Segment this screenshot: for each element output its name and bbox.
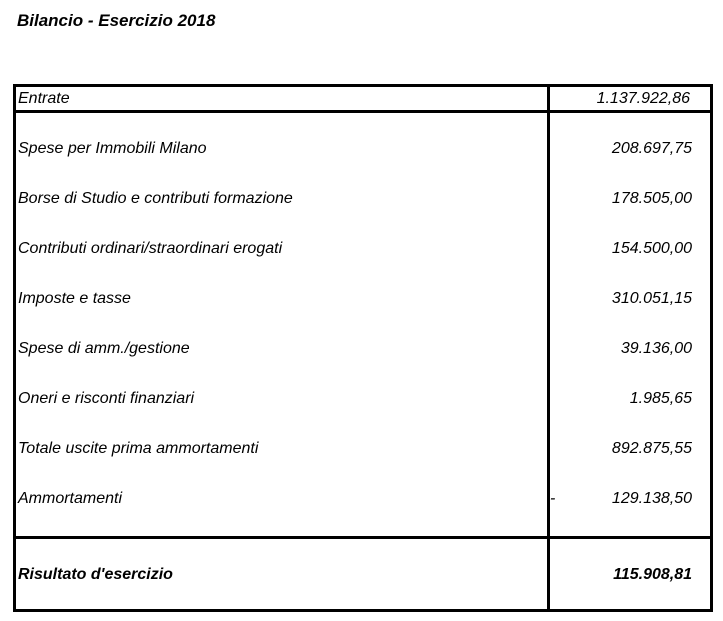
table-row <box>16 487 710 511</box>
row-label: Imposte e tasse <box>18 290 131 307</box>
row-label: Totale uscite prima ammortamenti <box>18 440 259 457</box>
row-label: Borse di Studio e contributi formazione <box>18 190 293 207</box>
result-divider <box>16 536 710 539</box>
page-title: Bilancio - Esercizio 2018 <box>17 11 216 30</box>
row-label: Contributi ordinari/straordinari erogati <box>18 240 283 257</box>
row-label: Ammortamenti <box>18 490 123 507</box>
table-row <box>16 137 710 161</box>
row-value: 39.136,00 <box>620 340 692 357</box>
row-label: Entrate <box>18 90 70 107</box>
table-row <box>16 237 710 261</box>
table-row <box>16 287 710 311</box>
row-value: 1.137.922,86 <box>596 90 690 107</box>
table-row <box>16 337 710 361</box>
row-label: Spese di amm./gestione <box>18 340 190 357</box>
row-value: 129.138,50 <box>611 490 692 507</box>
negative-sign: - <box>550 490 556 507</box>
result-label: Risultato d'esercizio <box>18 566 173 583</box>
result-value: 115.908,81 <box>613 566 692 583</box>
row-value: 178.505,00 <box>611 190 692 207</box>
row-value: 208.697,75 <box>611 140 692 157</box>
row-label: Spese per Immobili Milano <box>18 140 207 157</box>
row-value: 154.500,00 <box>611 240 692 257</box>
row-value: 310.051,15 <box>611 290 692 307</box>
table-row-entrate <box>16 87 710 111</box>
table-row-result <box>16 563 710 587</box>
balance-table <box>13 84 713 612</box>
table-row <box>16 437 710 461</box>
row-label: Oneri e risconti finanziari <box>18 390 195 407</box>
row-value: 1.985,65 <box>629 390 692 407</box>
row-value: 892.875,55 <box>611 440 692 457</box>
table-row <box>16 187 710 211</box>
table-row <box>16 387 710 411</box>
